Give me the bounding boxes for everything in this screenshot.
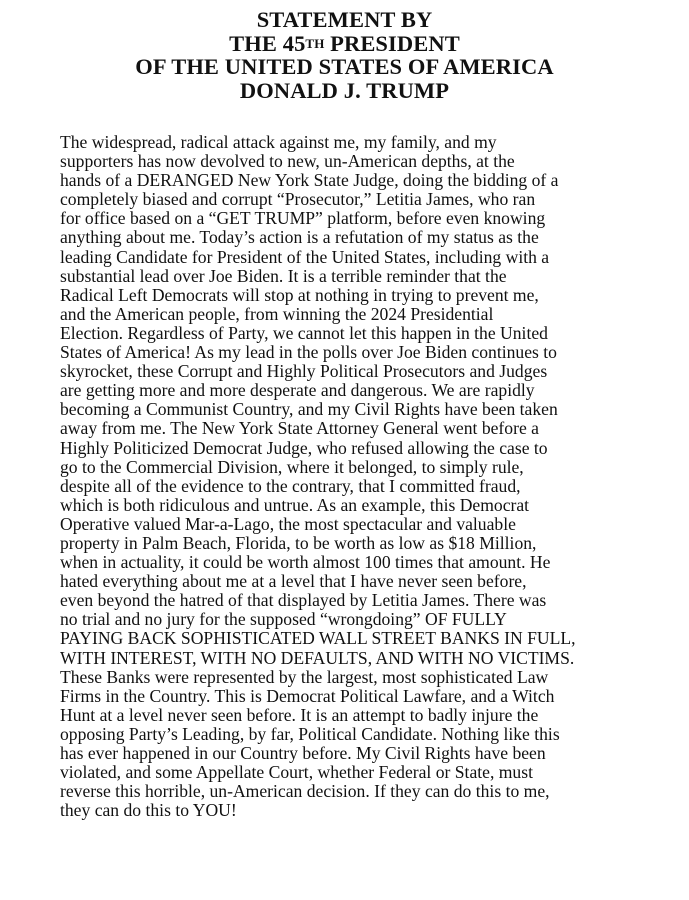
header-line-2-pre: THE 45	[229, 30, 306, 56]
body-line: they can do this to YOU!	[60, 800, 237, 821]
body-line: which is both ridiculous and untrue. As an example, this Democrat	[60, 494, 530, 515]
body-line: opposing Party’s Leading, by far, Political Candidate. Nothing like this	[60, 723, 560, 744]
header-line-2-superscript: TH	[305, 35, 325, 51]
body-line: supporters has now devolved to new, un-American depths, at the	[60, 151, 515, 172]
body-line: when in actuality, it could be worth almost 100 times that amount. He	[60, 552, 551, 573]
body-line: leading Candidate for President of the United States, including with a	[60, 246, 550, 267]
header-line-3: OF THE UNITED STATES OF AMERICA	[135, 54, 554, 79]
body-line: has ever happened in our Country before. My Civil Rights have been	[60, 743, 546, 763]
body-line: away from me. The New York State Attorney General went before a	[60, 418, 539, 439]
body-line: and the American people, from winning the 2024 Presidential	[60, 303, 494, 324]
body-line: hated everything about me at a level that I have never seen before,	[60, 571, 527, 592]
body-line: States of America! As my lead in the polls over Joe Biden continues to	[60, 342, 557, 363]
body-line: The widespread, radical attack against me, my family, and my	[60, 132, 497, 152]
body-line: skyrocket, these Corrupt and Highly Political Prosecutors and Judges	[60, 361, 548, 382]
body-line: are getting more and more desperate and dangerous. We are rapidly	[60, 380, 535, 401]
statement-body	[60, 133, 689, 820]
body-line: for office based on a “GET TRUMP” platform, before even knowing	[60, 208, 546, 229]
header-line-2	[0, 32, 689, 56]
header-line-4: DONALD J. TRUMP	[239, 77, 450, 103]
header-line-2-post: PRESIDENT	[324, 30, 460, 56]
body-line: reverse this horrible, un-American decision. If they can do this to me,	[60, 781, 550, 802]
body-line: Highly Politicized Democrat Judge, who refused allowing the case to	[60, 437, 548, 458]
body-line: property in Palm Beach, Florida, to be worth as low as $18 Million,	[60, 532, 537, 553]
body-line: go to the Commercial Division, where it belonged, to simply rule,	[60, 456, 524, 477]
body-line: Radical Left Democrats will stop at nothing in trying to prevent me,	[60, 284, 539, 305]
header-line-1: STATEMENT BY	[256, 7, 433, 32]
body-line: anything about me. Today’s action is a refutation of my status as the	[60, 227, 539, 248]
body-line: violated, and some Appellate Court, whether Federal or State, must	[60, 762, 533, 783]
body-line: Hunt at a level never seen before. It is an attempt to badly injure the	[60, 704, 539, 725]
statement-header	[0, 8, 689, 102]
body-line: becoming a Communist Country, and my Civil Rights have been taken	[60, 399, 558, 420]
body-line: Operative valued Mar-a-Lago, the most spectacular and valuable	[60, 513, 516, 534]
body-line: WITH INTEREST, WITH NO DEFAULTS, AND WITH NO VICTIMS.	[60, 647, 575, 668]
body-line: substantial lead over Joe Biden. It is a terrible reminder that the	[60, 265, 507, 286]
body-line: Firms in the Country. This is Democrat Political Lawfare, and a Witch	[60, 685, 555, 706]
body-line: even beyond the hatred of that displayed by Letitia James. There was	[60, 590, 547, 611]
body-line: no trial and no jury for the supposed “wrongdoing” OF FULLY	[60, 609, 507, 630]
body-line: Election. Regardless of Party, we cannot let this happen in the United	[60, 322, 548, 343]
body-line: despite all of the evidence to the contrary, that I committed fraud,	[60, 475, 521, 496]
body-line: completely biased and corrupt “Prosecutor,” Letitia James, who ran	[60, 189, 536, 210]
body-line: These Banks were represented by the largest, most sophisticated Law	[60, 666, 549, 687]
body-line: hands of a DERANGED New York State Judge, doing the bidding of a	[60, 170, 559, 191]
body-line: PAYING BACK SOPHISTICATED WALL STREET BANKS IN FULL,	[60, 628, 576, 649]
